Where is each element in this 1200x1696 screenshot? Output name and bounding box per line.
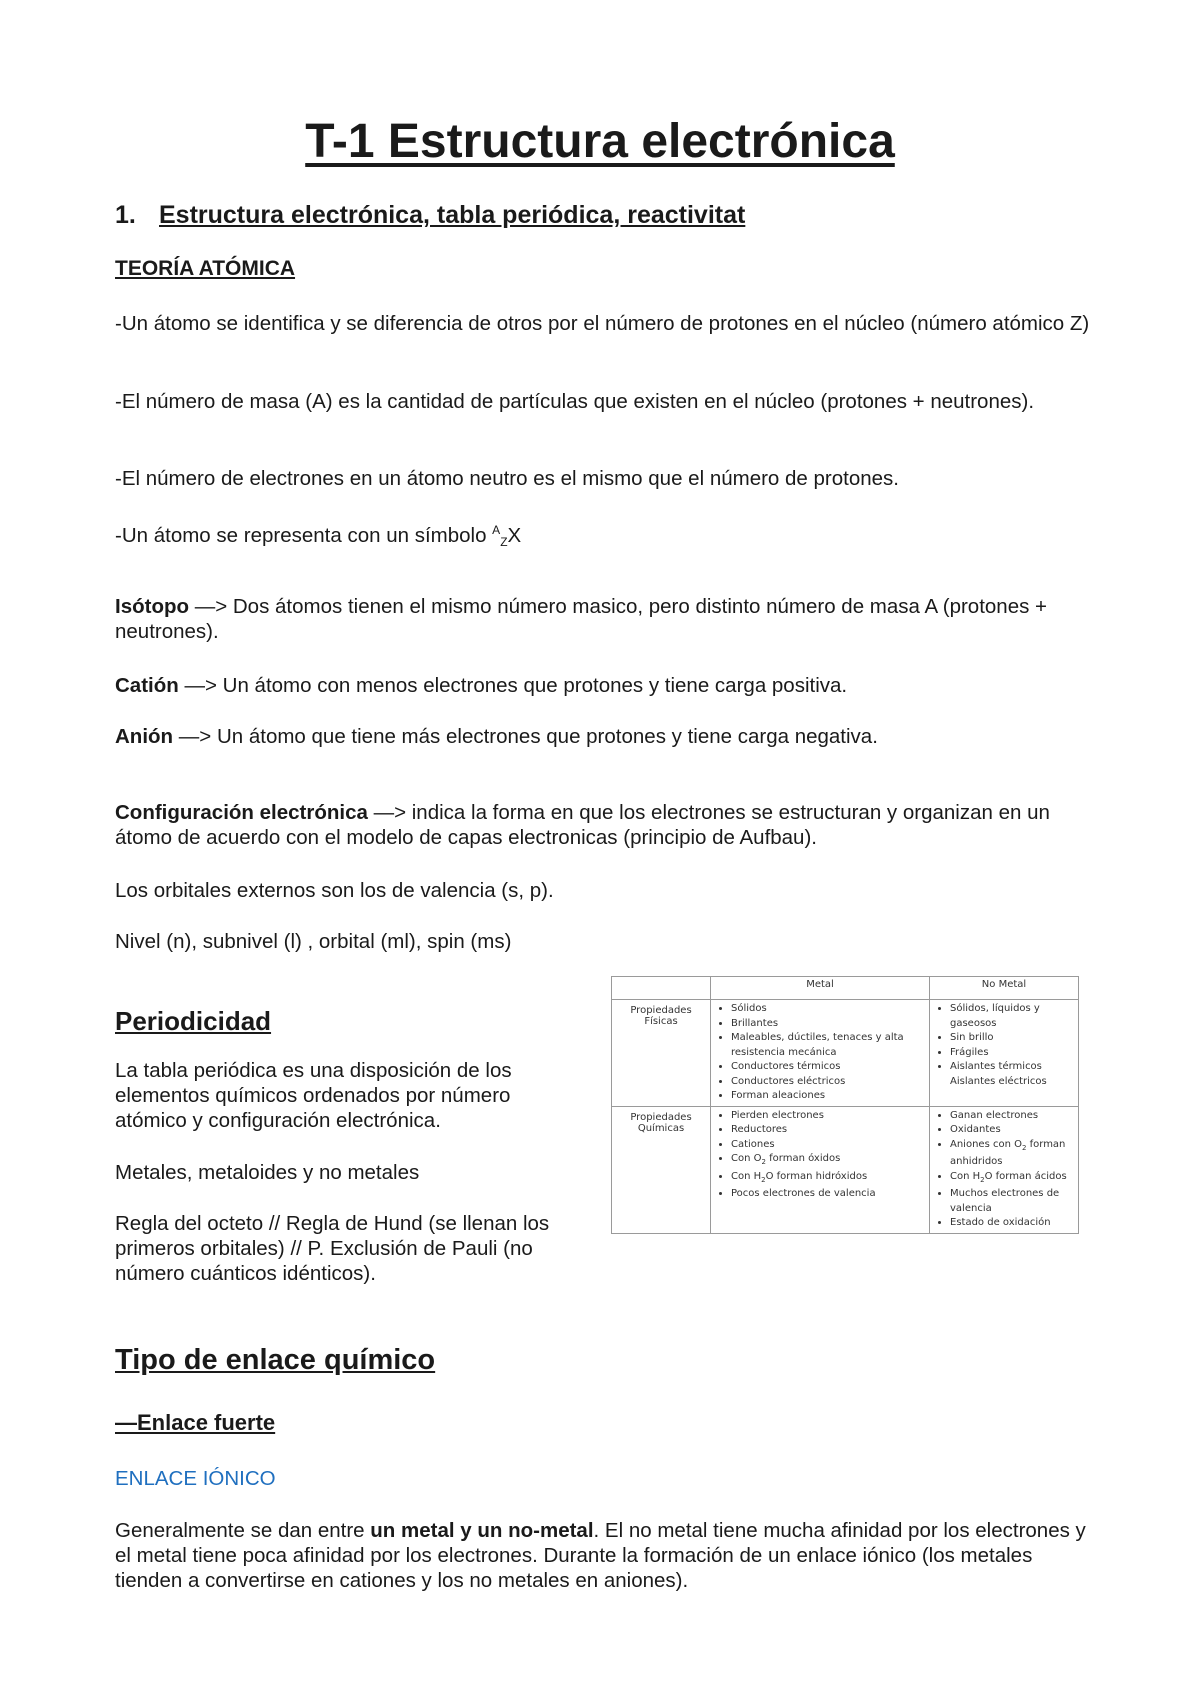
section-1-heading bbox=[115, 198, 745, 232]
h2o-text-end: O forman ácidos bbox=[984, 1170, 1067, 1182]
isotopo-text: —> Dos átomos tienen el mismo número masico, pero distinto número de masa A (protones + neutrones). bbox=[115, 595, 1048, 643]
enlace-ionico-heading: ENLACE IÓNICO bbox=[115, 1467, 276, 1490]
table-row bbox=[612, 1106, 1079, 1233]
configuracion-definition bbox=[115, 800, 1090, 850]
o2-text: Con O bbox=[731, 1153, 762, 1164]
isotopo-term: Isótopo bbox=[115, 595, 190, 618]
list-item-continuation: Aislantes eléctricos bbox=[950, 1075, 1047, 1087]
list-item: • Sólidos bbox=[731, 1002, 925, 1017]
o2-subscript: 2 bbox=[1021, 1143, 1027, 1152]
enlace-paragraph bbox=[115, 1518, 1090, 1593]
cation-term: Catión bbox=[115, 674, 179, 697]
list-item: • Aislantes térmicos bbox=[950, 1060, 1074, 1075]
document-title: T-1 Estructura electrónica bbox=[305, 115, 895, 168]
list-item bbox=[731, 1152, 925, 1170]
list-item: • Estado de oxidación bbox=[950, 1216, 1074, 1231]
cell-nometal-fisicas bbox=[930, 1000, 1079, 1107]
symbol-text: -Un átomo se representa con un símbolo bbox=[115, 524, 493, 547]
list-item: • Conductores eléctricos bbox=[731, 1075, 925, 1090]
col-no-metal: No Metal bbox=[930, 977, 1079, 1000]
list-item: • Sólidos, líquidos y gaseosos bbox=[950, 1002, 1074, 1031]
cation-text: —> Un átomo con menos electrones que protones y tiene carga positiva. bbox=[178, 674, 848, 697]
list-item: • Brillantes bbox=[731, 1017, 925, 1032]
o2-text-end: forman óxidos bbox=[765, 1153, 841, 1164]
configuracion-text: —> indica la forma en que los electrones se estructuran y organizan en un átomo de acuerdo con el modelo de capas electronicas (principio de Aufbau). bbox=[115, 801, 1050, 849]
table-row bbox=[612, 1000, 1079, 1107]
row-label-fisicas: Propiedades Físicas bbox=[612, 1000, 711, 1107]
periodicidad-paragraph-3: Regla del octeto // Regla de Hund (se llenan los primeros orbitales) // P. Exclusión de Pauli (no número cuánticos idénticos). bbox=[115, 1212, 550, 1285]
cation-definition bbox=[115, 673, 1090, 698]
periodicidad-heading: Periodicidad bbox=[115, 1006, 272, 1036]
table-corner-cell bbox=[612, 977, 711, 1000]
list-item: • Pocos electrones de valencia bbox=[731, 1187, 925, 1202]
h2o-text-end: O forman hidróxidos bbox=[765, 1170, 868, 1182]
col-metal: Metal bbox=[711, 977, 930, 1000]
h2o-subscript: 2 bbox=[761, 1175, 766, 1184]
o2-subscript: 2 bbox=[761, 1158, 766, 1166]
periodicidad-paragraph-2: Metales, metaloides y no metales bbox=[115, 1161, 420, 1184]
h2o-text: Con H bbox=[950, 1170, 981, 1182]
section-number: 1. bbox=[115, 201, 136, 229]
teoria-paragraph-3: -El número de electrones en un átomo neutro es el mismo que el número de protones. bbox=[115, 467, 899, 490]
o2-text: Aniones con O bbox=[950, 1138, 1022, 1150]
enlace-text-start: Generalmente se dan entre bbox=[115, 1519, 371, 1542]
symbol-atomic-number: Z bbox=[500, 535, 508, 549]
list-item: • Frágiles bbox=[950, 1046, 1074, 1061]
list-item: • Muchos electrones de valencia bbox=[950, 1187, 1074, 1216]
o2-text-end: forman anhidridos bbox=[950, 1138, 1066, 1167]
symbol-element: X bbox=[507, 524, 522, 547]
list-item: • Cationes bbox=[731, 1138, 925, 1153]
enlace-heading: Tipo de enlace químico bbox=[115, 1344, 436, 1376]
list-item bbox=[731, 1170, 925, 1188]
h2o-subscript: 2 bbox=[980, 1175, 985, 1184]
teoria-heading: TEORÍA ATÓMICA bbox=[115, 257, 296, 280]
anion-text: —> Un átomo que tiene más electrones que protones y tiene carga negativa. bbox=[173, 725, 878, 748]
list-item: • Reductores bbox=[731, 1123, 925, 1138]
list-item bbox=[950, 1170, 1074, 1188]
anion-definition bbox=[115, 724, 1090, 749]
enlace-text-end: . El no metal tiene mucha afinidad por los electrones y el metal tiene poca afinidad por los electrones. Durante la formación de un enlace iónico (los metales tienden a convertirse en cationes y los no metales en aniones). bbox=[115, 1519, 1086, 1592]
periodicidad-paragraph-1: La tabla periódica es una disposición de los elementos químicos ordenados por número atómico y configuración electrónica. bbox=[115, 1059, 512, 1132]
teoria-paragraph-4 bbox=[115, 518, 1090, 555]
section-title: Estructura electrónica, tabla periódica, reactivitat bbox=[159, 201, 746, 229]
cell-nometal-quimicas bbox=[930, 1106, 1079, 1233]
row-label-quimicas: Propiedades Químicas bbox=[612, 1106, 711, 1233]
list-item: • Conductores térmicos bbox=[731, 1060, 925, 1075]
list-item: • Oxidantes bbox=[950, 1123, 1074, 1138]
isotopo-definition bbox=[115, 594, 1090, 644]
teoria-paragraph-2: -El número de masa (A) es la cantidad de partículas que existen en el núcleo (protones + neutrones). bbox=[115, 390, 1035, 413]
anion-term: Anión bbox=[115, 725, 174, 748]
orbitales-text: Los orbitales externos son los de valencia (s, p). bbox=[115, 879, 554, 902]
table-header-row bbox=[612, 977, 1079, 1000]
list-item: • Sin brillo bbox=[950, 1031, 1074, 1046]
list-item: • Pierden electrones bbox=[731, 1109, 925, 1124]
symbol-mass-number: A bbox=[492, 523, 501, 537]
cell-metal-quimicas bbox=[711, 1106, 930, 1233]
list-item: • Ganan electrones bbox=[950, 1109, 1074, 1124]
enlace-fuerte-heading: —Enlace fuerte bbox=[115, 1410, 276, 1435]
nivel-text: Nivel (n), subnivel (l) , orbital (ml), spin (ms) bbox=[115, 930, 512, 953]
list-item: • Forman aleaciones bbox=[731, 1089, 925, 1104]
configuracion-term: Configuración electrónica bbox=[115, 801, 368, 824]
cell-metal-fisicas bbox=[711, 1000, 930, 1107]
teoria-paragraph-1: -Un átomo se identifica y se diferencia de otros por el número de protones en el núcleo (número atómico Z) bbox=[115, 312, 1090, 335]
h2o-text: Con H bbox=[731, 1170, 762, 1182]
enlace-text-bold: un metal y un no-metal bbox=[370, 1519, 594, 1542]
list-item bbox=[950, 1138, 1074, 1170]
metal-properties-table bbox=[611, 976, 1079, 1234]
list-item: • Maleables, dúctiles, tenaces y alta resistencia mecánica bbox=[731, 1031, 925, 1060]
